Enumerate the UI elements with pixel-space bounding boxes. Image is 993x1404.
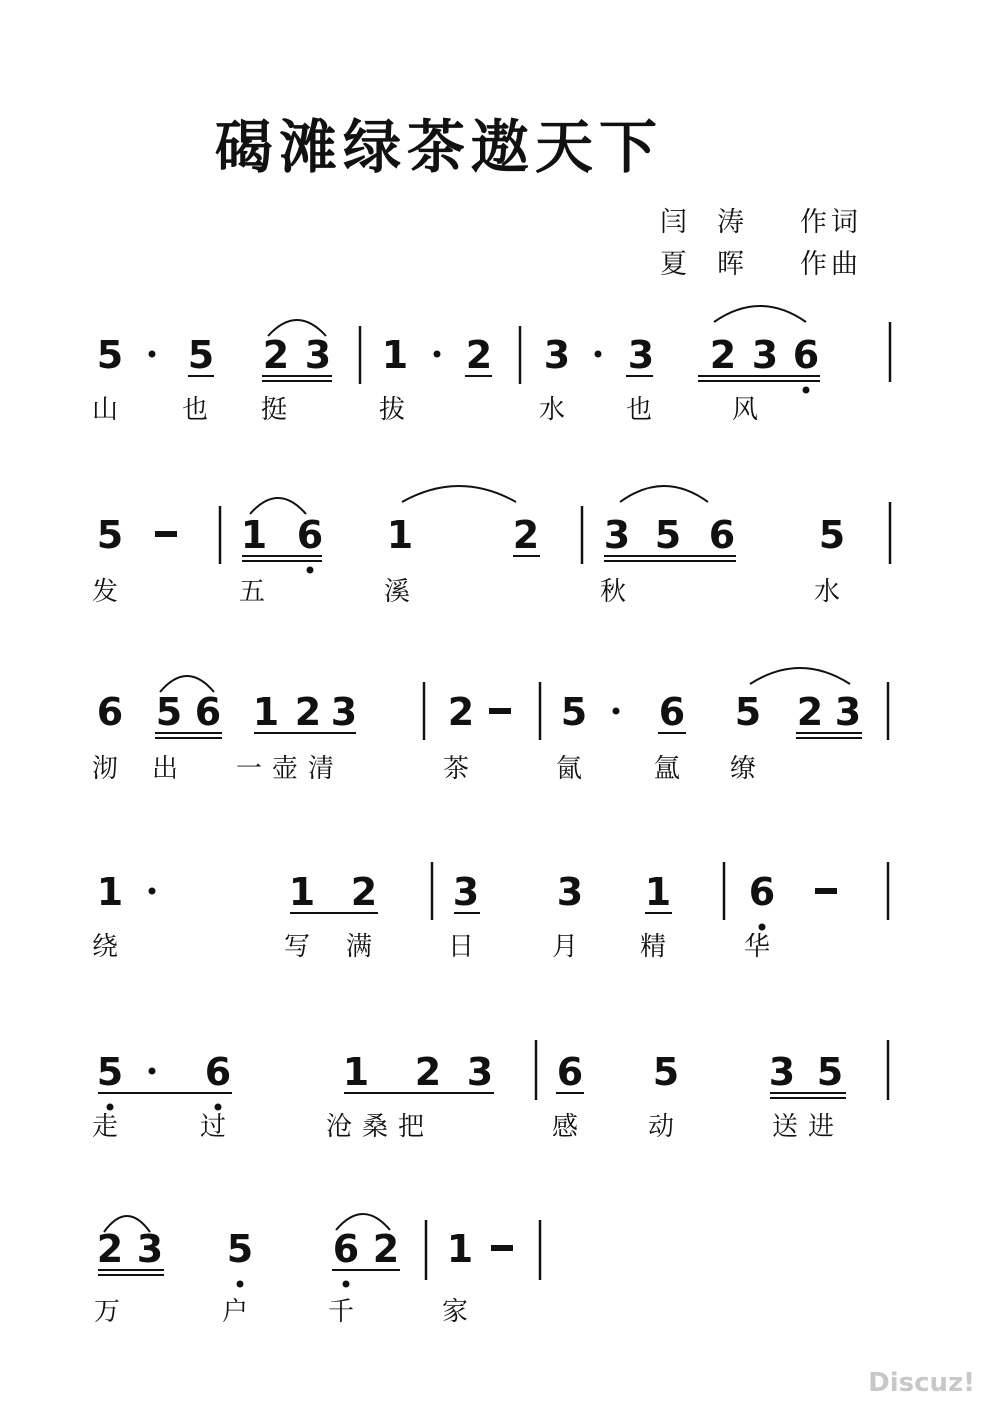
note: 1 [240, 513, 268, 557]
note: 3 [543, 333, 571, 377]
slur-arc [402, 486, 516, 502]
note: 2 [350, 870, 378, 914]
lyric: 氤 [555, 754, 593, 784]
note: 6 [332, 1227, 360, 1271]
dash-extension [491, 1245, 513, 1251]
low-octave-dot [803, 387, 810, 394]
slur-arc [750, 668, 850, 684]
lyric: 绕 [91, 932, 129, 962]
note: 6 [658, 690, 686, 734]
lyric: 感 [551, 1112, 589, 1142]
lyric: 挺 [260, 395, 298, 425]
note: 2 [709, 333, 737, 377]
lyric: 户 [221, 1297, 259, 1327]
song-title: 碣滩绿茶遨天下 [215, 113, 664, 181]
note: 2 [414, 1050, 442, 1094]
low-octave-dot [759, 924, 766, 931]
lyricist-name: 闫涛 [660, 207, 774, 238]
note: 5 [734, 690, 762, 734]
note: 6 [204, 1050, 232, 1094]
lyric: 拔 [378, 395, 416, 425]
note: 2 [294, 690, 322, 734]
note: 1 [644, 870, 672, 914]
note: 5 [818, 513, 846, 557]
note: 5 [96, 333, 124, 377]
lyric: 月 [551, 932, 589, 962]
lyric: 发 [91, 577, 129, 607]
note: 5 [226, 1227, 254, 1271]
lyric: 走 [91, 1112, 129, 1142]
lyric: 华 [743, 932, 781, 962]
lyric: 水 [813, 577, 851, 607]
note: 3 [452, 870, 480, 914]
note: 1 [96, 870, 124, 914]
low-octave-dot [343, 1281, 350, 1288]
note: 3 [768, 1050, 796, 1094]
low-octave-dot [237, 1281, 244, 1288]
note: 5 [187, 333, 215, 377]
low-octave-dot [215, 1104, 222, 1111]
low-octave-dot [307, 567, 314, 574]
lyric: 水 [538, 395, 576, 425]
lyric: 一壶清 [235, 754, 345, 784]
lyric: 出 [151, 754, 189, 784]
note: 3 [603, 513, 631, 557]
lyric: 山 [91, 395, 129, 425]
lyric: 精 [639, 932, 677, 962]
note: 2 [796, 690, 824, 734]
dot-duration [149, 351, 156, 358]
dot-duration [434, 351, 441, 358]
note: 1 [381, 333, 409, 377]
lyric: 千 [327, 1297, 365, 1327]
note: 3 [556, 870, 584, 914]
note: 3 [136, 1227, 164, 1271]
lyric: 溪 [383, 577, 421, 607]
note: 5 [96, 1050, 124, 1094]
low-octave-dot [107, 1104, 114, 1111]
note: 1 [252, 690, 280, 734]
lyric: 沏 [91, 754, 129, 784]
lyric: 沧桑把 [325, 1112, 435, 1142]
note: 2 [447, 690, 475, 734]
note: 5 [155, 690, 183, 734]
note: 1 [386, 513, 414, 557]
lyric: 秋 [599, 577, 637, 607]
lyric: 氲 [653, 754, 691, 784]
dot-duration [613, 708, 620, 715]
lyric: 也 [625, 395, 663, 425]
lyric: 送进 [771, 1112, 845, 1142]
note: 2 [465, 333, 493, 377]
lyricist-role: 作词 [800, 207, 862, 238]
composer-role: 作曲 [800, 249, 862, 280]
slur-arc [250, 498, 306, 514]
lyric: 风 [731, 395, 769, 425]
lyric: 家 [441, 1297, 479, 1327]
lyric: 日 [447, 932, 485, 962]
dot-duration [149, 888, 156, 895]
lyric: 过 [199, 1112, 237, 1142]
note: 6 [792, 333, 820, 377]
note: 3 [627, 333, 655, 377]
composer-name: 夏晖 [660, 249, 774, 280]
dot-duration [595, 351, 602, 358]
note: 6 [556, 1050, 584, 1094]
note: 2 [512, 513, 540, 557]
lyric: 缭 [729, 754, 767, 784]
lyric: 也 [181, 395, 219, 425]
note: 3 [466, 1050, 494, 1094]
lyric: 五 [238, 577, 276, 607]
note: 3 [304, 333, 332, 377]
note: 3 [330, 690, 358, 734]
note: 5 [96, 513, 124, 557]
watermark: Discuz! [868, 1368, 975, 1398]
lyric: 写 [283, 932, 321, 962]
dash-extension [489, 708, 511, 714]
dot-duration [149, 1068, 156, 1075]
dash-extension [815, 888, 837, 894]
note: 5 [560, 690, 588, 734]
note: 5 [816, 1050, 844, 1094]
note: 3 [751, 333, 779, 377]
note: 3 [834, 690, 862, 734]
dash-extension [155, 531, 177, 537]
lyric: 满 [345, 932, 383, 962]
slur-arc [714, 306, 806, 322]
note: 2 [262, 333, 290, 377]
note: 6 [96, 690, 124, 734]
note: 6 [748, 870, 776, 914]
note: 1 [342, 1050, 370, 1094]
lyric: 动 [647, 1112, 685, 1142]
note: 6 [296, 513, 324, 557]
note: 1 [446, 1227, 474, 1271]
note: 6 [194, 690, 222, 734]
note: 2 [372, 1227, 400, 1271]
note: 5 [654, 513, 682, 557]
note: 6 [708, 513, 736, 557]
lyric: 茶 [442, 754, 480, 784]
slur-arc [620, 486, 708, 502]
note: 5 [652, 1050, 680, 1094]
note: 2 [96, 1227, 124, 1271]
lyric: 万 [93, 1297, 131, 1327]
note: 1 [288, 870, 316, 914]
